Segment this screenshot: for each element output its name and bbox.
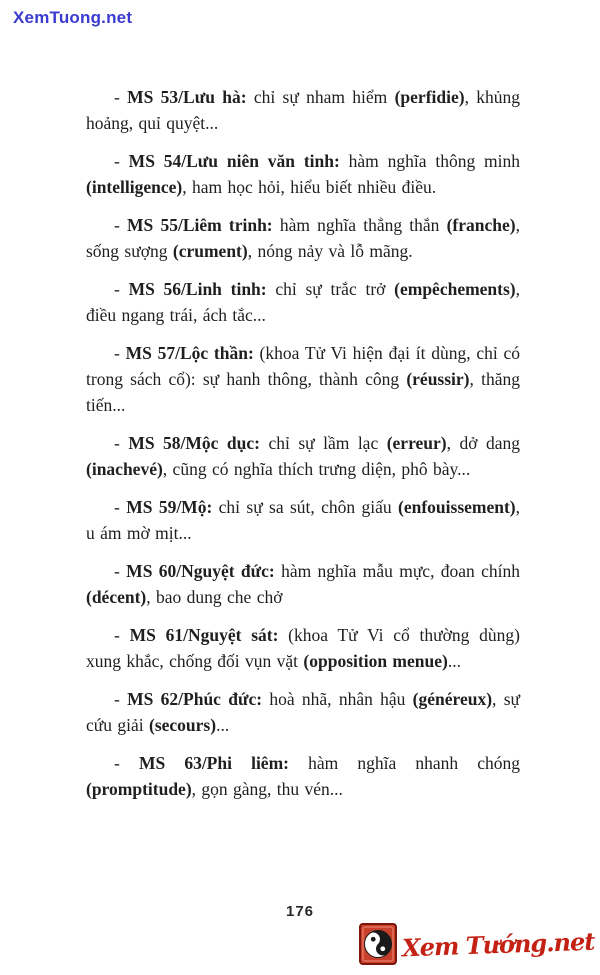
text-run: hàm nghĩa thông minh	[339, 151, 520, 171]
bold-run: MS 61/Nguyệt sát:	[129, 625, 279, 645]
text-run: chỉ sự sa sút, chôn giấu	[212, 497, 399, 517]
text-run: -	[114, 561, 127, 581]
text-run: ...	[216, 715, 230, 735]
bold-run: MS 59/Mộ:	[126, 497, 213, 517]
text-run: -	[114, 497, 127, 517]
bold-run: MS 54/Lưu niên văn tinh:	[128, 151, 340, 171]
paragraph	[86, 340, 520, 418]
bold-run: MS 60/Nguyệt đức:	[126, 561, 275, 581]
yin-yang-icon	[359, 923, 397, 965]
text-run: -	[114, 689, 128, 709]
text-run: (khoa Tử Vi cổ thường dùng) xung khắc, chống đối vụn vặt	[86, 625, 520, 671]
text-run: -	[114, 151, 129, 171]
paragraph	[86, 494, 520, 546]
text-run: -	[114, 753, 139, 773]
text-run: -	[114, 279, 129, 299]
paragraph	[86, 622, 520, 674]
bold-run: MS 56/Linh tinh:	[128, 279, 267, 299]
text-run: hàm nghĩa thẳng thắn	[272, 215, 447, 235]
text-run: -	[114, 87, 128, 107]
text-run: , bao dung che chở	[146, 587, 283, 607]
bold-run: MS 62/Phúc đức:	[127, 689, 263, 709]
text-run: chỉ sự lầm lạc	[259, 433, 387, 453]
bold-run: MS 58/Mộc dục:	[128, 433, 260, 453]
text-run: ...	[447, 651, 461, 671]
footer-logo[interactable]	[359, 923, 594, 965]
text-run: -	[114, 433, 129, 453]
text-run: , điều ngang trái, ách tắc...	[86, 279, 520, 325]
bold-run: (opposition menue)	[303, 651, 448, 671]
paragraph	[86, 212, 520, 264]
text-run: -	[114, 343, 126, 363]
text-run: , nóng nảy và lỗ mãng.	[247, 241, 413, 261]
text-run: hàm nghĩa mẫu mực, đoan chính	[274, 561, 521, 581]
site-watermark-link[interactable]: XemTuong.net	[13, 8, 133, 27]
text-run: hoà nhã, nhân hậu	[262, 689, 413, 709]
bold-run: (inachevé)	[86, 459, 163, 479]
bold-run: MS 63/Phi liêm:	[138, 753, 289, 773]
text-run: , gọn gàng, thu vén...	[191, 779, 343, 799]
bold-run: (généreux)	[412, 689, 493, 709]
bold-run: (promptitude)	[86, 779, 192, 799]
bold-run: (empêchements)	[394, 279, 516, 299]
paragraph	[86, 558, 520, 610]
paragraph	[86, 750, 520, 802]
paragraph	[86, 686, 520, 738]
text-run: , thăng tiến...	[86, 369, 520, 415]
text-run: hàm nghĩa nhanh chóng	[288, 753, 521, 773]
text-run: chỉ sự trắc trở	[266, 279, 395, 299]
text-run: , khủng hoảng, quỉ quyệt...	[86, 87, 520, 133]
paragraph	[86, 148, 520, 200]
bold-run: (perfidie)	[394, 87, 465, 107]
text-run: (khoa Tử Vi hiện đại ít dùng, chỉ có trong sách cổ): sự hanh thông, thành công	[86, 343, 520, 389]
bold-run: (réussir)	[406, 369, 470, 389]
bold-run: (décent)	[86, 587, 147, 607]
bold-run: (enfouissement)	[398, 497, 516, 517]
text-run: , sống sượng	[86, 215, 520, 261]
bold-run: (crument)	[172, 241, 248, 261]
bold-run: (secours)	[149, 715, 217, 735]
paragraph	[86, 430, 520, 482]
page-body	[86, 84, 520, 814]
page-number: 176	[285, 903, 315, 920]
bold-run: MS 57/Lộc thần:	[125, 343, 254, 363]
text-run: , ham học hỏi, hiểu biết nhiều điều.	[182, 177, 437, 197]
paragraph	[86, 276, 520, 328]
bold-run: (erreur)	[386, 433, 447, 453]
text-run: , sự cứu giải	[86, 689, 521, 735]
text-run: , dở dang	[446, 433, 520, 453]
paragraph	[86, 84, 520, 136]
text-run: -	[114, 625, 130, 645]
bold-run: MS 53/Lưu hà:	[127, 87, 247, 107]
bold-run: (franche)	[446, 215, 516, 235]
footer-logo-text: Xem Tướng.net	[401, 926, 595, 962]
bold-run: MS 55/Liêm trinh:	[127, 215, 273, 235]
text-run: , cũng có nghĩa thích trưng diện, phô bày...	[162, 459, 471, 479]
bold-run: (intelligence)	[86, 177, 183, 197]
text-run: , u ám mờ mịt...	[86, 497, 521, 543]
text-run: -	[114, 215, 128, 235]
text-run: chỉ sự nham hiểm	[246, 87, 395, 107]
